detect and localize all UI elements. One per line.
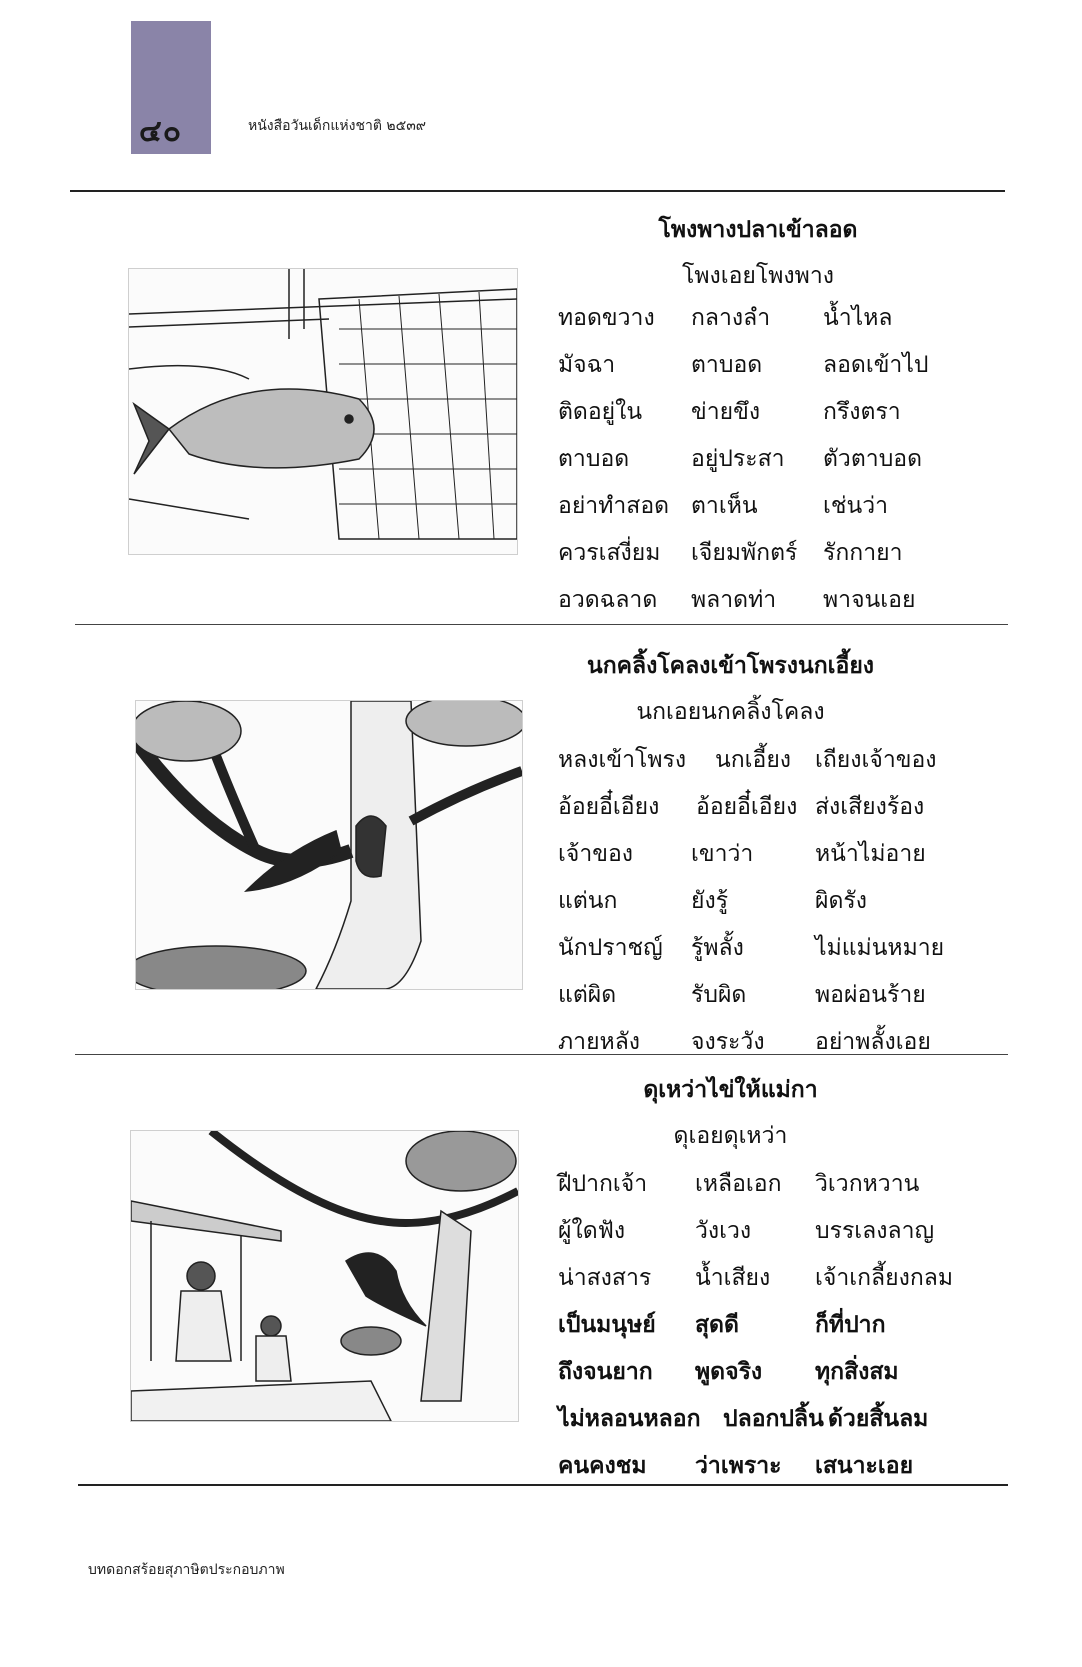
verse-line: ตาบอด อยู่ประสา ตัวตาบอด: [558, 446, 923, 472]
verse-line: ถึงจนยาก พูดจริง ทุกสิ่งสม: [558, 1359, 899, 1385]
running-title: หนังสือวันเด็กแห่งชาติ ๒๕๓๙: [248, 118, 427, 134]
section-2-subtitle: นกเอยนกคลิ้งโคลง: [636, 699, 825, 725]
bottom-rule: [78, 1484, 1008, 1486]
verse-line: ผู้ใดฟัง วังเวง บรรเลงลาญ: [558, 1218, 935, 1244]
section-divider: [75, 624, 1008, 625]
verse-line: อ้อยอี๋เอียง อ้อยอี๋เอียง ส่งเสียงร้อง: [558, 794, 925, 820]
section-1-title: โพงพางปลาเข้าลอด: [658, 217, 858, 243]
section-divider: [75, 1054, 1008, 1055]
verse-line: เจ้าของ เขาว่า หน้าไม่อาย: [558, 841, 926, 867]
section-3-verse: [558, 1166, 978, 1495]
section-1-verse: [558, 300, 978, 629]
verse-line: ควรเสงี่ยม เจียมพักตร์ รักกายา: [558, 540, 903, 566]
footer-caption: บทดอกสร้อยสุภาษิตประกอบภาพ: [88, 1562, 285, 1578]
birds-tree-illustration: [135, 700, 523, 990]
verse-line: อวดฉลาด พลาดท่า พาจนเอย: [558, 587, 916, 613]
verse-line: ทอดขวาง กลางลำ น้ำไหล: [558, 305, 893, 331]
fish-trap-illustration: [128, 268, 518, 555]
verse-line: ไม่หลอนหลอก ปลอกปลิ้น ด้วยสิ้นลม: [558, 1406, 929, 1432]
verse-line: ติดอยู่ใน ข่ายขึง กรึงตรา: [558, 399, 901, 425]
koel-crow-illustration: [130, 1130, 519, 1422]
verse-line: หลงเข้าโพรง นกเอี้ยง เถียงเจ้าของ: [558, 747, 937, 773]
section-3-subtitle: ดุเอยดุเหว่า: [673, 1123, 788, 1149]
section-1-subtitle: โพงเอยโพงพาง: [682, 263, 834, 289]
verse-line: นักปราชญ์ รู้พลั้ง ไม่แม่นหมาย: [558, 935, 945, 961]
page-number: ๔๐: [139, 114, 183, 149]
verse-line: แต่ผิด รับผิด พอผ่อนร้าย: [558, 982, 926, 1008]
top-rule: [70, 190, 1005, 192]
verse-line: คนคงชม ว่าเพราะ เสนาะเอย: [558, 1453, 914, 1479]
section-2-title: นกคลิ้งโคลงเข้าโพรงนกเอี้ยง: [586, 653, 875, 679]
section-3-title: ดุเหว่าไข่ให้แม่กา: [643, 1077, 818, 1103]
verse-line: ภายหลัง จงระวัง อย่าพลั้งเอย: [558, 1029, 931, 1055]
verse-line: มัจฉา ตาบอด ลอดเข้าไป: [558, 352, 929, 378]
verse-line: เป็นมนุษย์ สุดดี ก็ที่ปาก: [558, 1312, 886, 1338]
verse-line: ฝีปากเจ้า เหลือเอก วิเวกหวาน: [558, 1171, 920, 1197]
verse-line: อย่าทำสอด ตาเห็น เช่นว่า: [558, 493, 889, 519]
section-2-verse: [558, 742, 978, 1071]
verse-line: น่าสงสาร น้ำเสียง เจ้าเกลี้ยงกลม: [558, 1265, 954, 1291]
verse-line: แต่นก ยังรู้ ผิดรัง: [558, 888, 867, 914]
